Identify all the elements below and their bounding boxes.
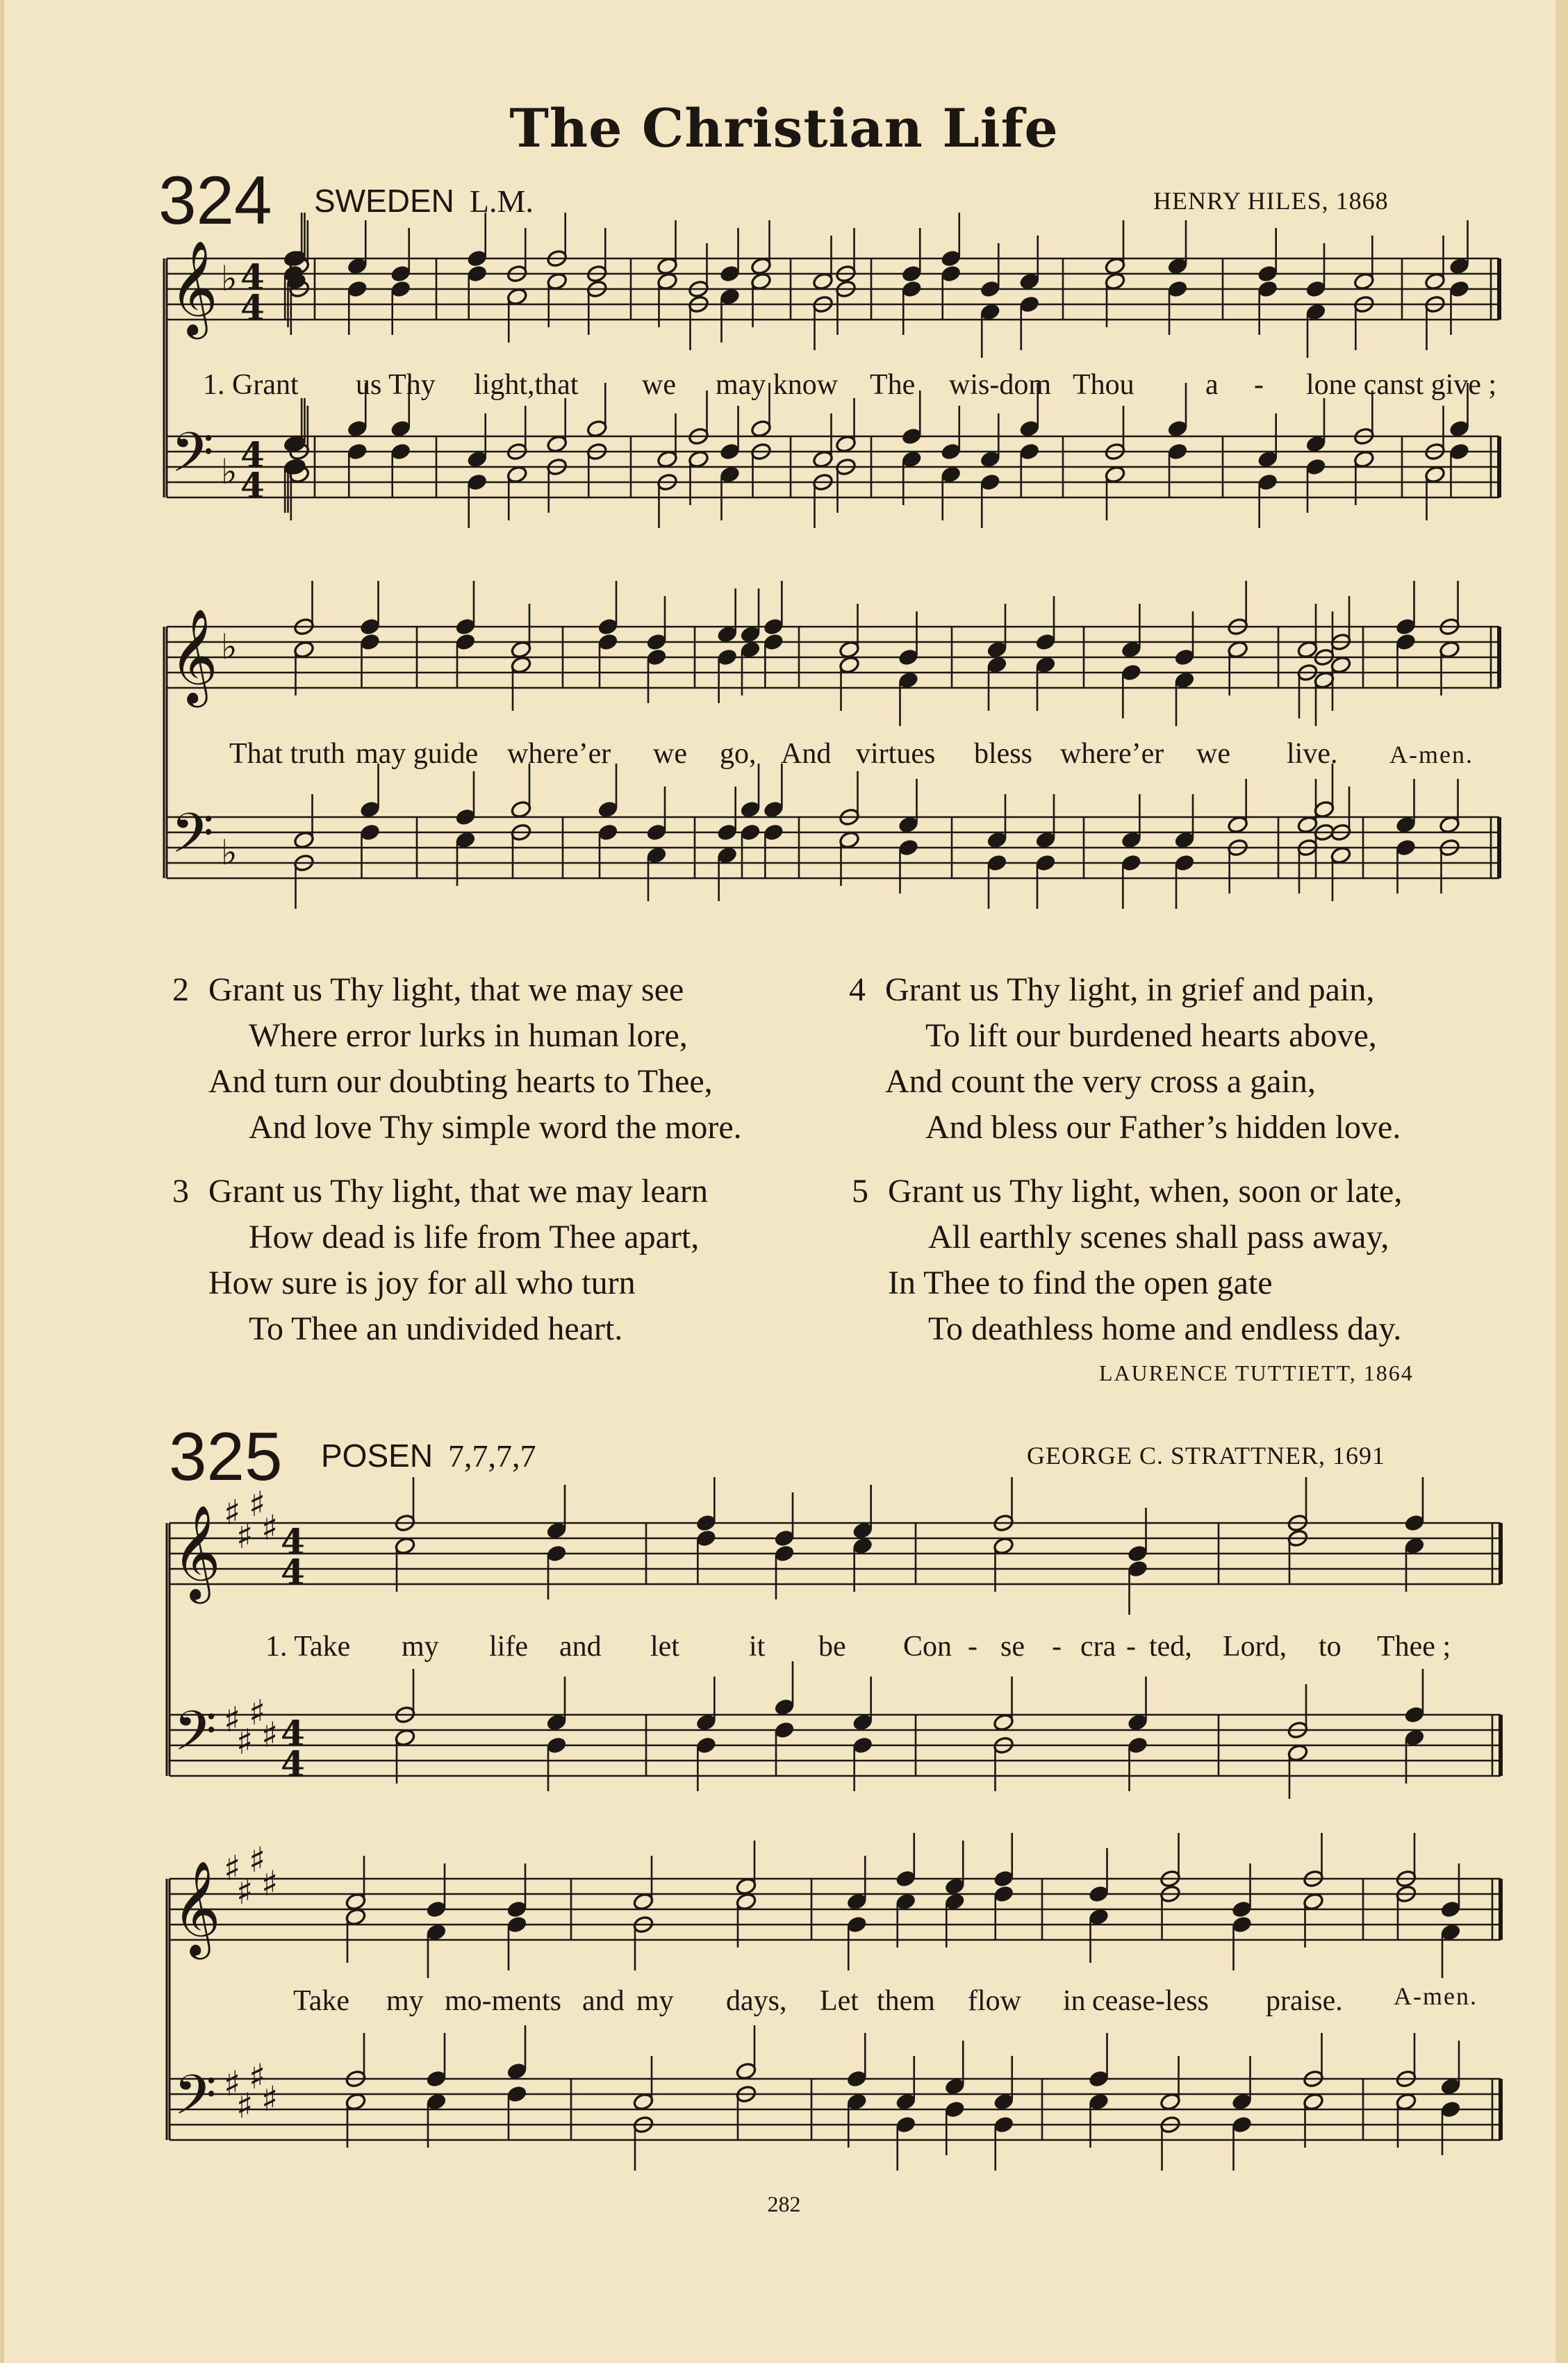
lyric-word: Lord, (1223, 1631, 1287, 1663)
verse-4 (849, 967, 1401, 1151)
lyric-word: we (653, 738, 687, 770)
lyric-word: 1. Grant (203, 369, 299, 401)
lyric-word: my (386, 1985, 424, 2017)
lyric-word: bless (974, 738, 1032, 770)
verse-line: To deathless home and endless day. (928, 1310, 1402, 1347)
key-signature: ♯ (261, 1715, 279, 1755)
verse-line: Grant us Thy light, that we may see (208, 971, 684, 1008)
key-signature: ♯ (236, 1872, 254, 1912)
lyric-word: go, (720, 738, 757, 770)
lyric-word: us Thy (356, 369, 436, 401)
lyric-word: Thou (1073, 369, 1134, 401)
key-signature: ♯ (224, 1699, 241, 1740)
tune-meter: L.M. (469, 183, 534, 219)
amen-label: A-men. (1389, 741, 1474, 768)
lyric-word: my (402, 1631, 439, 1663)
lyric-word: and (582, 1985, 625, 2017)
lyric-word: may know (716, 369, 839, 401)
lyric-word: That truth (229, 738, 345, 770)
lyric-word: And (781, 738, 832, 770)
lyric-word: and (559, 1631, 602, 1663)
verse-line: Grant us Thy light, when, soon or late, (888, 1173, 1403, 1210)
verse-line: Where error lurks in human lore, (249, 1017, 688, 1054)
lyric-word: them (877, 1985, 935, 2017)
key-signature: ♯ (261, 2079, 279, 2119)
verse-line: Grant us Thy light, that we may learn (208, 1173, 708, 1210)
bass-clef: 𝄢 (171, 801, 214, 879)
verse-5 (852, 1169, 1403, 1352)
lyric-word: - (1052, 1631, 1062, 1663)
key-signature: ♯ (249, 2057, 266, 2097)
key-signature: ♯ (261, 1863, 279, 1904)
verse-number: 2 (172, 971, 189, 1008)
lyric-word: ted, (1149, 1631, 1192, 1663)
amen-label: A-men. (1394, 1982, 1478, 2010)
key-signature: ♯ (236, 1722, 254, 1762)
lyricist-year: 1864 (1363, 1360, 1414, 1385)
lyric-word: light,that (474, 369, 579, 401)
key-signature: ♭ (221, 832, 238, 873)
lyric-word: - (1126, 1631, 1136, 1663)
key-signature: ♯ (261, 1508, 279, 1548)
lyric-word: Take (293, 1985, 350, 2017)
section-title: The Christian Life (509, 97, 1059, 159)
key-signature: ♭ (221, 258, 238, 299)
hymn-number: 324 (158, 162, 272, 238)
composer-name: GEORGE C. STRATTNER, (1027, 1442, 1326, 1469)
verse-line: And count the very cross a gain, (885, 1063, 1316, 1100)
bass-clef: 𝄢 (171, 420, 214, 498)
lyric-word: be (818, 1631, 846, 1663)
key-signature: ♯ (249, 1840, 266, 1880)
key-signature: ♯ (224, 1848, 241, 1888)
page-number: 282 (767, 2191, 801, 2216)
key-signature: ♯ (236, 1516, 254, 1556)
treble-clef: 𝄞 (172, 1504, 221, 1599)
lyric-word: Con (903, 1631, 952, 1663)
lyric-word: where’er (507, 738, 611, 770)
tune-meter: 7,7,7,7 (448, 1438, 536, 1474)
composer-year: 1868 (1335, 187, 1389, 215)
lyric-word: to (1319, 1631, 1342, 1663)
time-signature: 4 (240, 434, 265, 475)
lyric-word: Thee ; (1377, 1631, 1451, 1663)
verse-line: And bless our Father’s hidden love. (925, 1109, 1401, 1146)
lyric-word: Let (820, 1985, 859, 2017)
key-signature: ♯ (224, 2064, 241, 2104)
time-signature: 4 (240, 256, 265, 297)
lyric-word: flow (968, 1985, 1021, 2017)
lyric-word: wis-dom (949, 369, 1051, 401)
key-signature: ♭ (221, 627, 238, 667)
lyric-word: - (1254, 369, 1264, 401)
time-signature: 4 (281, 1521, 305, 1562)
verse-line: And turn our doubting hearts to Thee, (208, 1063, 713, 1100)
verse-number: 4 (849, 971, 866, 1008)
tune-title: SWEDEN (314, 183, 454, 219)
lyric-word: cease-less (1092, 1985, 1209, 2017)
lyric-word: mo-ments (445, 1985, 561, 2017)
verse-2 (172, 967, 742, 1151)
lyric-word: a (1205, 369, 1219, 401)
key-signature: ♯ (249, 1484, 266, 1524)
lyric-word: it (749, 1631, 766, 1663)
tune-title: POSEN (321, 1438, 434, 1474)
time-signature: 4 (281, 1551, 305, 1592)
key-signature: ♯ (224, 1492, 241, 1533)
treble-clef: 𝄞 (170, 239, 218, 335)
lyricist-name: LAURENCE TUTTIETT, (1099, 1360, 1357, 1385)
lyric-word: in (1063, 1985, 1086, 2017)
verse-line: How dead is life from Thee apart, (249, 1219, 700, 1255)
verse-number: 3 (172, 1173, 189, 1210)
lyric-word: 1. Take (265, 1631, 351, 1663)
lyric-word: se (1000, 1631, 1025, 1663)
composer-name: HENRY HILES, (1153, 187, 1329, 215)
treble-clef: 𝄞 (172, 1859, 221, 1955)
lyric-word: virtues (856, 738, 936, 770)
verse-line: And love Thy simple word the more. (249, 1109, 742, 1146)
key-signature: ♯ (236, 2086, 254, 2126)
verse-number: 5 (852, 1173, 868, 1210)
hymn-number: 325 (169, 1418, 283, 1495)
lyric-word: may guide (356, 738, 479, 770)
bass-clef: 𝄢 (174, 2063, 217, 2141)
verse-line: To Thee an undivided heart. (249, 1310, 623, 1347)
lyric-word: The (870, 369, 916, 401)
lyricist (1099, 1360, 1414, 1386)
verse-line: In Thee to find the open gate (888, 1265, 1273, 1301)
time-signature: 4 (281, 1743, 305, 1784)
lyric-word: life (489, 1631, 528, 1663)
lyric-word: praise. (1266, 1985, 1343, 2017)
verse-line: All earthly scenes shall pass away, (928, 1219, 1389, 1255)
lyric-word: we (642, 369, 676, 401)
bass-clef: 𝄢 (174, 1699, 217, 1777)
time-signature: 4 (281, 1713, 305, 1754)
time-signature: 4 (240, 287, 265, 328)
key-signature: ♯ (249, 1693, 266, 1733)
lyric-word: we (1196, 738, 1230, 770)
verse-line: Grant us Thy light, in grief and pain, (885, 971, 1375, 1008)
lyric-word: cra (1080, 1631, 1116, 1663)
lyric-word: lone canst give ; (1306, 369, 1497, 401)
lyric-word: my (636, 1985, 674, 2017)
treble-clef: 𝄞 (170, 607, 218, 703)
composer-year: 1691 (1332, 1442, 1386, 1469)
lyric-word: where’er (1060, 738, 1164, 770)
time-signature: 4 (240, 465, 265, 506)
verse-line: How sure is joy for all who turn (208, 1265, 636, 1301)
verse-line: To lift our burdened hearts above, (925, 1017, 1377, 1054)
lyric-word: let (650, 1631, 679, 1663)
key-signature: ♭ (221, 452, 238, 492)
lyric-word: - (968, 1631, 977, 1663)
lyric-word: days, (726, 1985, 787, 2017)
lyric-word: live. (1287, 738, 1338, 770)
verse-3 (172, 1169, 708, 1352)
